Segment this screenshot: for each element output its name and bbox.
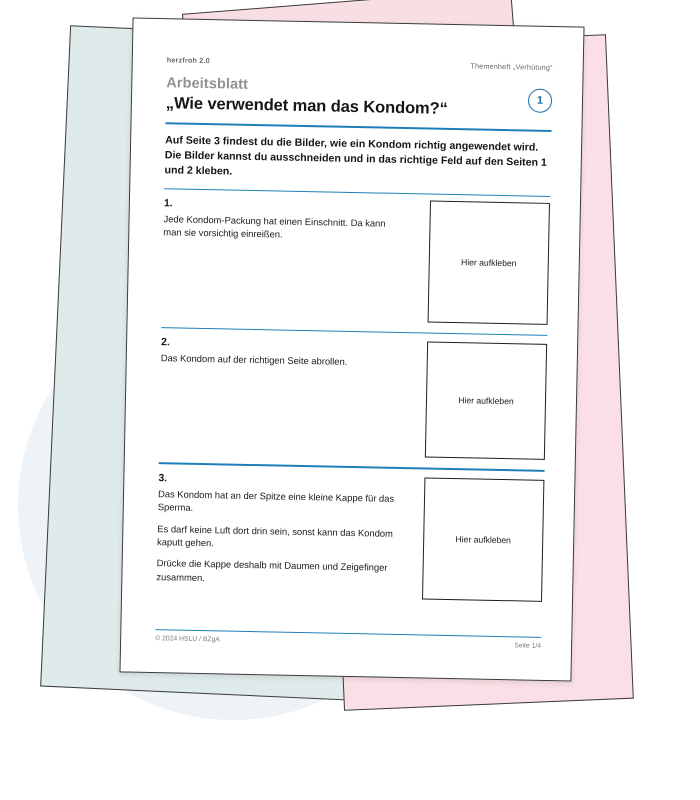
step-paragraph: Das Kondom hat an der Spitze eine kleine Kappe für das Sperma. [157, 487, 395, 514]
worksheet-section-1 [162, 188, 551, 325]
step-paragraph: Das Kondom auf der richtigen Seite abrollen. [160, 352, 348, 368]
page-label: Seite 1/4 [514, 642, 542, 650]
paste-area-label: Hier aufkleben [455, 533, 512, 546]
paste-area-label: Hier aufkleben [460, 257, 517, 269]
section-divider [159, 463, 545, 472]
paste-area-label: Hier aufkleben [458, 395, 514, 407]
section-divider [161, 327, 547, 336]
worksheet-content [155, 55, 553, 658]
copyright-label: © 2024 HSLU / BZgA [155, 635, 220, 644]
paste-area-2[interactable] [425, 342, 547, 460]
page-number-badge: 1 [528, 88, 552, 112]
section-text [156, 472, 398, 588]
brand-label: herzfroh 2.0 [166, 55, 211, 66]
step-number: 3. [158, 472, 168, 485]
step-paragraph: Drücke die Kappe deshalb mit Daumen und Zeigefinger zusammen. [156, 557, 388, 583]
worksheet-page [119, 18, 584, 682]
section-divider [164, 188, 550, 197]
worksheet-section-3 [156, 463, 545, 602]
worksheet-footer [155, 629, 541, 650]
section-text [163, 197, 404, 243]
step-number: 1. [163, 197, 173, 210]
paste-area-3[interactable] [422, 477, 544, 601]
series-label: Themenheft „Verhütung“ [470, 61, 553, 72]
worksheet-kicker: Arbeitsblatt [166, 75, 249, 93]
step-paragraph: Es darf keine Luft dort drin sein, sonst kann das Kondom kaputt gehen. [156, 522, 394, 549]
intro-text: Auf Seite 3 findest du die Bilder, wie ein Kondom richtig angewendet wird. Die Bilder kannst du ausschneiden und in das richtige Feld auf den Seiten 1 und 2 kleben. [164, 133, 547, 178]
paste-area-1[interactable] [428, 201, 550, 325]
section-text [161, 337, 402, 370]
worksheet-section-2 [159, 327, 547, 460]
title-divider [165, 122, 551, 131]
page-title: „Wie verwendet man das Kondom?“ [165, 94, 448, 118]
step-paragraph: Jede Kondom-Packung hat einen Einschnitt. Da kann man sie vorsichtig einreißen. [163, 213, 386, 241]
worksheet-meta [167, 55, 553, 72]
step-number: 2. [160, 336, 170, 349]
title-block [166, 75, 553, 121]
